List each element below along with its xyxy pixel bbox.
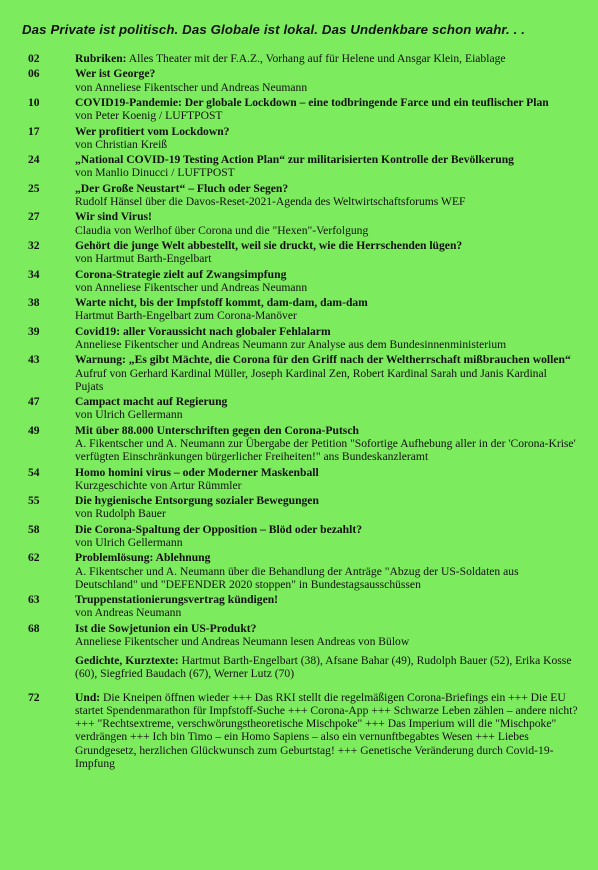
article-title: „National COVID-19 Testing Action Plan“ zur militarisierten Kontrolle der Bevölkerung	[75, 153, 514, 167]
page-number: 32	[28, 238, 40, 252]
article-title: Warnung: „Es gibt Mächte, die Corona für den Griff nach der Weltherrschaft mißbrauchen wollen“	[75, 353, 571, 367]
article-title: Campact macht auf Regierung	[75, 395, 228, 409]
toc-entry	[28, 494, 578, 520]
article-title: Gehört die junge Welt abbestellt, weil sie druckt, wie die Herrschenden lügen?	[75, 238, 463, 252]
article-byline: A. Fikentscher und A. Neumann über die Behandlung der Anträge "Abzug der US-Soldaten aus Deutschland" und "DEFENDER 2020 stoppen" in Bundestagsausschüssen	[75, 564, 519, 591]
page-number: 02	[28, 52, 40, 65]
page-number: 27	[28, 210, 40, 224]
article-title: Wer ist George?	[75, 67, 156, 81]
toc-entry	[28, 182, 578, 208]
toc-entry	[28, 210, 578, 236]
article-byline: Aufruf von Gerhard Kardinal Müller, Joseph Kardinal Zen, Robert Kardinal Sarah und Janis Kardinal Pujats	[75, 366, 547, 393]
article-byline: von Manlio Dinucci / LUFTPOST	[75, 166, 235, 180]
entry-lead: Gedichte, Kurztexte:	[75, 654, 179, 668]
article-title: Wer profitiert vom Lockdown?	[75, 124, 230, 138]
article-byline: Rudolf Hänsel über die Davos-Reset-2021-Agenda des Weltwirtschaftsforums WEF	[75, 194, 466, 208]
article-title: Warte nicht, bis der Impfstoff kommt, dam-dam, dam-dam	[75, 296, 368, 310]
toc-entry	[28, 593, 578, 619]
article-byline: von Anneliese Fikentscher und Andreas Neumann	[75, 280, 308, 294]
toc-entry-poems	[28, 654, 578, 680]
table-of-contents	[28, 52, 578, 772]
entry-text: Hartmut Barth-Engelbart (38), Afsane Bahar (49), Rudolph Bauer (52), Erika Kosse (60), Siegfried Baudach (67), Werner Lutz (70)	[75, 654, 572, 681]
page-number: 06	[28, 67, 40, 81]
toc-entry	[28, 153, 578, 179]
page-number: 58	[28, 522, 40, 536]
page-number: 62	[28, 551, 40, 565]
page-number: 43	[28, 353, 40, 367]
article-title: COVID19-Pandemie: Der globale Lockdown – eine todbringende Farce und ein teuflischer Plan	[75, 95, 549, 109]
article-byline: Kurzgeschichte von Artur Rümmler	[75, 478, 242, 492]
page-number: 47	[28, 395, 40, 409]
page-number: 54	[28, 465, 40, 479]
entry-lead: Rubriken:	[75, 52, 127, 65]
article-byline: von Christian Kreiß	[75, 137, 168, 151]
article-byline: von Ulrich Gellermann	[75, 535, 183, 549]
toc-entry	[28, 466, 578, 492]
page-number: 39	[28, 324, 40, 338]
page-number: 49	[28, 423, 40, 437]
toc-entry	[28, 96, 578, 122]
article-byline: von Andreas Neumann	[75, 606, 182, 620]
article-title: Covid19: aller Voraussicht nach globaler Fehlalarm	[75, 324, 331, 338]
page-number: 25	[28, 181, 40, 195]
article-byline: von Peter Koenig / LUFTPOST	[75, 109, 223, 123]
entry-text: Alles Theater mit der F.A.Z., Vorhang auf für Helene und Ansgar Klein, Eiablage	[126, 52, 506, 65]
toc-entry	[28, 325, 578, 351]
entry-text: Die Kneipen öffnen wieder +++ Das RKI stellt die regelmäßigen Corona-Briefings ein +++ Die EU startet Spendenmarathon für Impfstoff-Suche +++ Corona-App +++ Schwarze Leben zählen – andere nicht? +++ "Rechtsextreme, verschwörungstheoretische Mischpoke" +++ Das Imperium will die "Mischpoke" verdrängen +++ Ich bin Timo – ein Homo Sapiens – also ein vernunftbegabtes Wesen +++ Liebes Grundgesetz, herzlichen Glückwunsch zum Geburtstag! +++ Genetische Veränderung durch Covid-19-Impfung	[75, 690, 578, 770]
article-title: Wir sind Virus!	[75, 210, 152, 224]
page-number: 17	[28, 124, 40, 138]
page-number: 34	[28, 267, 40, 281]
article-title: Corona-Strategie zielt auf Zwangsimpfung	[75, 267, 287, 281]
toc-entry	[28, 424, 578, 464]
toc-entry-final	[28, 691, 578, 770]
toc-entry	[28, 296, 578, 322]
page-number: 38	[28, 296, 40, 310]
article-byline: von Anneliese Fikentscher und Andreas Neumann	[75, 80, 308, 94]
article-byline: Claudia von Werlhof über Corona und die "Hexen"-Verfolgung	[75, 223, 369, 237]
article-byline: Anneliese Fikentscher und Andreas Neumann zur Analyse aus dem Bundesinnenministerium	[75, 337, 507, 351]
page-number: 63	[28, 593, 40, 607]
article-title: „Der Große Neustart“ – Fluch oder Segen?	[75, 181, 289, 195]
page-number: 55	[28, 494, 40, 508]
article-title: Mit über 88.000 Unterschriften gegen den Corona-Putsch	[75, 423, 359, 437]
article-byline: Anneliese Fikentscher und Andreas Neumann lesen Andreas von Bülow	[75, 634, 410, 648]
page-headline: Das Private ist politisch. Das Globale ist lokal. Das Undenkbare schon wahr. . .	[22, 22, 526, 37]
toc-entry	[28, 622, 578, 648]
entry-lead: Und:	[75, 690, 101, 704]
toc-entry	[28, 353, 578, 393]
toc-entry	[28, 67, 578, 93]
article-byline: von Rudolph Bauer	[75, 507, 166, 521]
toc-entry	[28, 395, 578, 421]
toc-entry	[28, 239, 578, 265]
page-number: 10	[28, 95, 40, 109]
article-byline: von Ulrich Gellermann	[75, 408, 183, 422]
toc-entry	[28, 125, 578, 151]
article-byline: Hartmut Barth-Engelbart zum Corona-Manöver	[75, 309, 297, 323]
article-title: Homo homini virus – oder Moderner Maskenball	[75, 465, 319, 479]
toc-entry	[28, 268, 578, 294]
article-title: Die hygienische Entsorgung sozialer Bewegungen	[75, 494, 319, 508]
page-number: 24	[28, 153, 40, 167]
article-byline: von Hartmut Barth-Engelbart	[75, 252, 212, 266]
article-byline: A. Fikentscher und A. Neumann zur Übergabe der Petition "Sofortige Aufhebung aller in der 'Corona-Krise' verfügten Einschränkungen bürgerlicher Freiheiten!" ans Bundeskanzleramt	[75, 436, 576, 464]
article-title: Die Corona-Spaltung der Opposition – Blöd oder bezahlt?	[75, 522, 362, 536]
article-title: Truppenstationierungsvertrag kündigen!	[75, 593, 279, 607]
toc-entry-rubriken	[28, 52, 578, 65]
toc-entry	[28, 523, 578, 549]
article-title: Ist die Sowjetunion ein US-Produkt?	[75, 621, 257, 635]
article-title: Problemlösung: Ablehnung	[75, 551, 211, 565]
page-number: 72	[28, 690, 40, 704]
toc-entry	[28, 551, 578, 591]
page-number: 68	[28, 621, 40, 635]
